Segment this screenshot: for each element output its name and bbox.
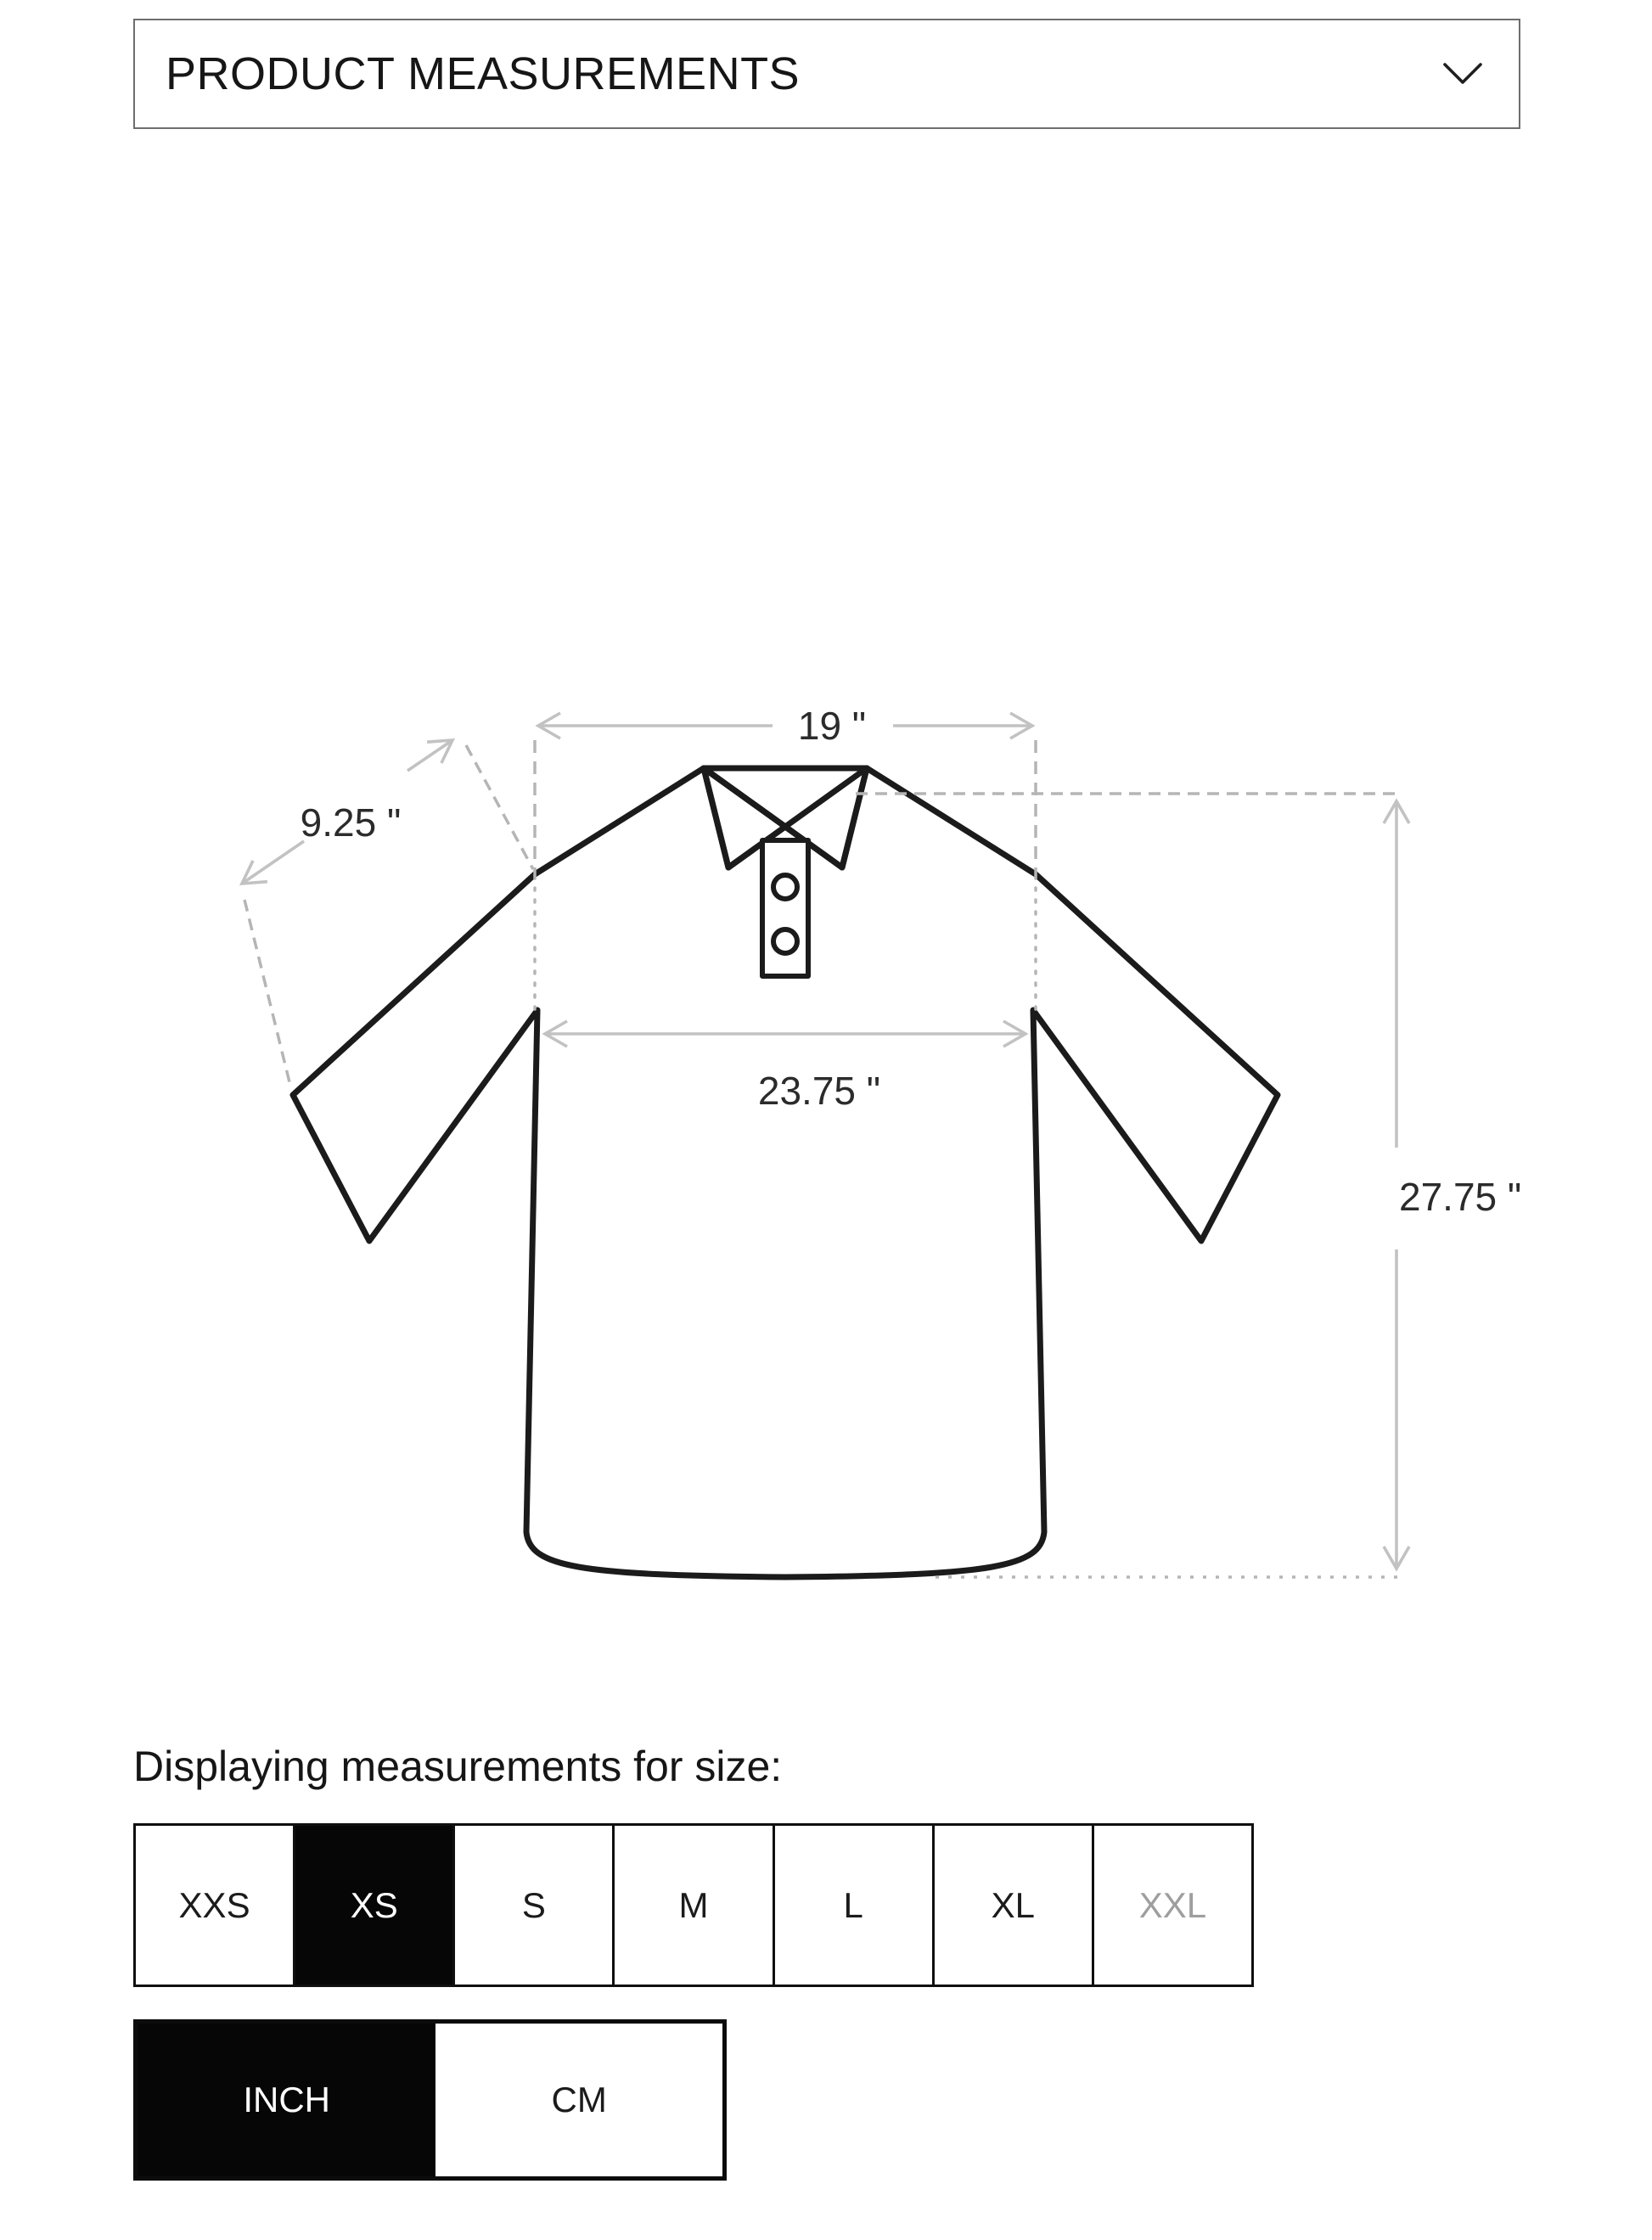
size-option-s[interactable]: S — [455, 1826, 615, 1985]
shoulder-width-label: 19 " — [797, 704, 867, 748]
size-option-l[interactable]: L — [775, 1826, 935, 1985]
size-selector — [133, 1823, 1254, 1987]
button-top — [773, 875, 797, 899]
unit-option-inch[interactable]: INCH — [138, 2024, 435, 2176]
size-option-xs[interactable]: XS — [295, 1826, 455, 1985]
product-measurements-accordion-header[interactable] — [133, 19, 1520, 129]
chevron-down-icon — [1442, 62, 1483, 86]
size-option-m[interactable]: M — [615, 1826, 774, 1985]
chest-width-label: 23.75 " — [757, 1069, 881, 1113]
sleeve-length-label: 9.25 " — [300, 800, 402, 845]
size-option-xl[interactable]: XL — [935, 1826, 1094, 1985]
size-caption: Displaying measurements for size: — [133, 1743, 783, 1790]
size-option-xxs[interactable]: XXS — [136, 1826, 295, 1985]
body-length-label: 27.75 " — [1399, 1175, 1522, 1219]
polo-shirt-measurement-diagram — [127, 594, 1571, 1655]
unit-option-cm[interactable]: CM — [551, 2080, 607, 2119]
accordion-title: PRODUCT MEASUREMENTS — [166, 48, 801, 99]
polo-shirt-drawing — [293, 768, 1278, 1577]
unit-selector — [133, 2019, 727, 2181]
size-option-xxl[interactable]: XXL — [1138, 1884, 1207, 1925]
button-bottom — [773, 929, 797, 953]
